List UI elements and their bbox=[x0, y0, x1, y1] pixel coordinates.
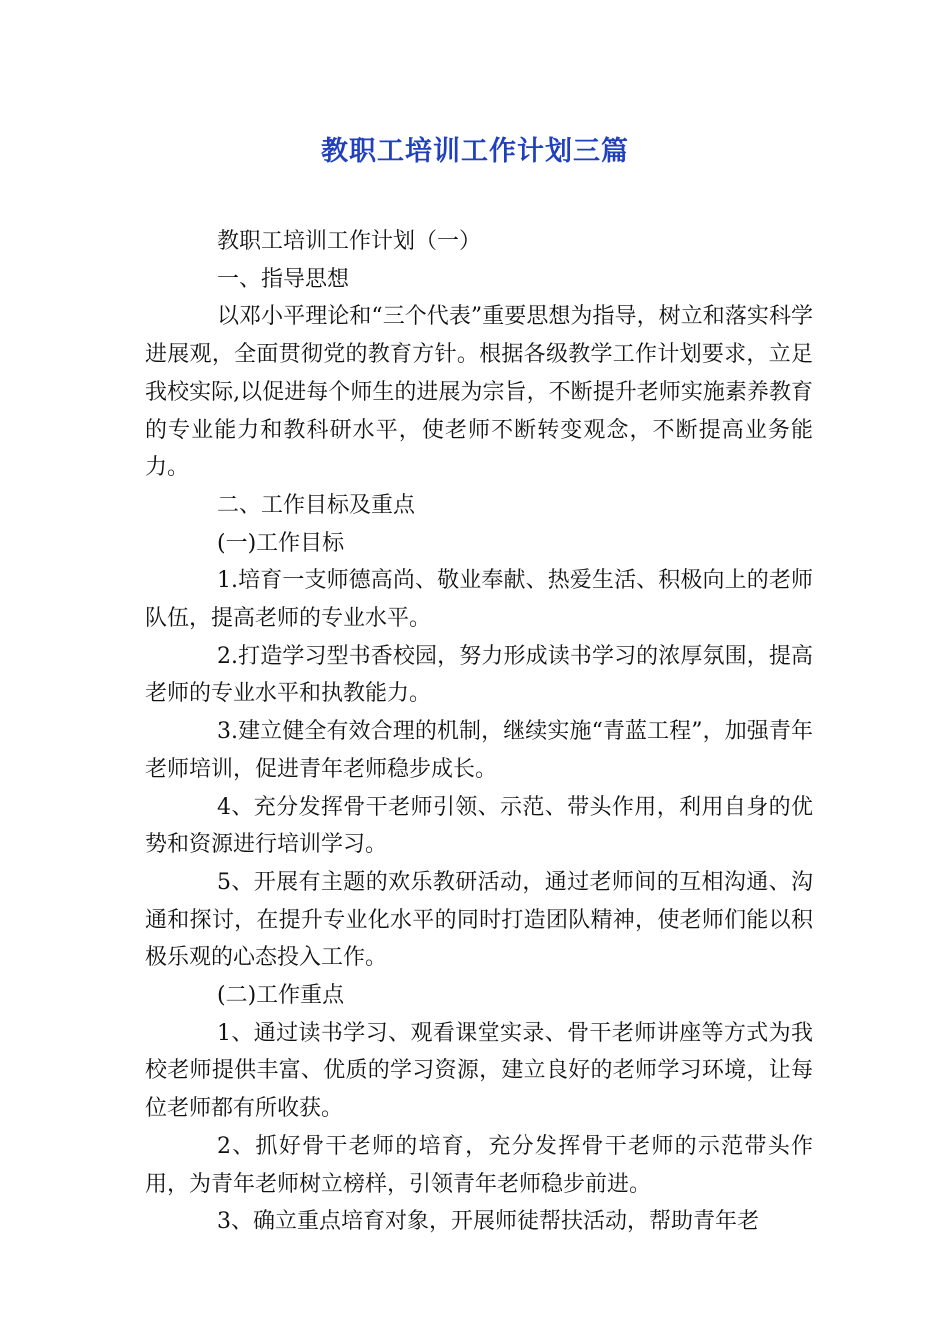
focus-item-2: 2、抓好骨干老师的培育，充分发挥骨干老师的示范带头作用，为青年老师树立榜样，引领青年老师稳步前进。 bbox=[145, 1133, 813, 1197]
section-heading-goals-and-focus: 二、工作目标及重点 bbox=[217, 492, 416, 518]
focus-item-1: 1、通过读书学习、观看课堂实录、骨干老师讲座等方式为我校老师提供丰富、优质的学习资源，建立良好的老师学习环境，让每位老师都有所收获。 bbox=[145, 1020, 813, 1122]
subheading-work-goals: (一)工作目标 bbox=[217, 530, 345, 556]
document-title: 教职工培训工作计划三篇 bbox=[321, 136, 629, 167]
goal-item-4: 4、充分发挥骨干老师引领、示范、带头作用，利用自身的优势和资源进行培训学习。 bbox=[145, 794, 813, 858]
goal-item-3: 3.建立健全有效合理的机制，继续实施“青蓝工程”，加强青年老师培训，促进青年老师稳步成长。 bbox=[145, 719, 813, 782]
section-heading-plan-one: 教职工培训工作计划（一） bbox=[217, 229, 482, 254]
document-body bbox=[145, 223, 813, 1241]
goal-item-1: 1.培育一支师德高尚、敬业奉献、热爱生活、积极向上的老师队伍，提高老师的专业水平。 bbox=[145, 568, 813, 632]
paragraph-guiding-ideology: 以邓小平理论和“三个代表”重要思想为指导，树立和落实科学进展观，全面贯彻党的教育方针。根据各级教学工作计划要求，立足我校实际,以促进每个师生的进展为宗旨，不断提升老师实施素养教育的专业能力和教科研水平，使老师不断转变观念，不断提高业务能力。 bbox=[145, 304, 813, 481]
goal-item-2: 2.打造学习型书香校园，努力形成读书学习的浓厚氛围，提高老师的专业水平和执教能力。 bbox=[145, 643, 813, 707]
focus-item-3: 3、确立重点培育对象，开展师徒帮扶活动，帮助青年老 bbox=[217, 1209, 759, 1235]
goal-item-5: 5、开展有主题的欢乐教研活动，通过老师间的互相沟通、沟通和探讨，在提升专业化水平的同时打造团队精神，使老师们能以积极乐观的心态投入工作。 bbox=[145, 869, 813, 971]
subheading-work-focus: (二)工作重点 bbox=[217, 983, 345, 1009]
section-heading-guiding-ideology: 一、指导思想 bbox=[217, 266, 350, 292]
